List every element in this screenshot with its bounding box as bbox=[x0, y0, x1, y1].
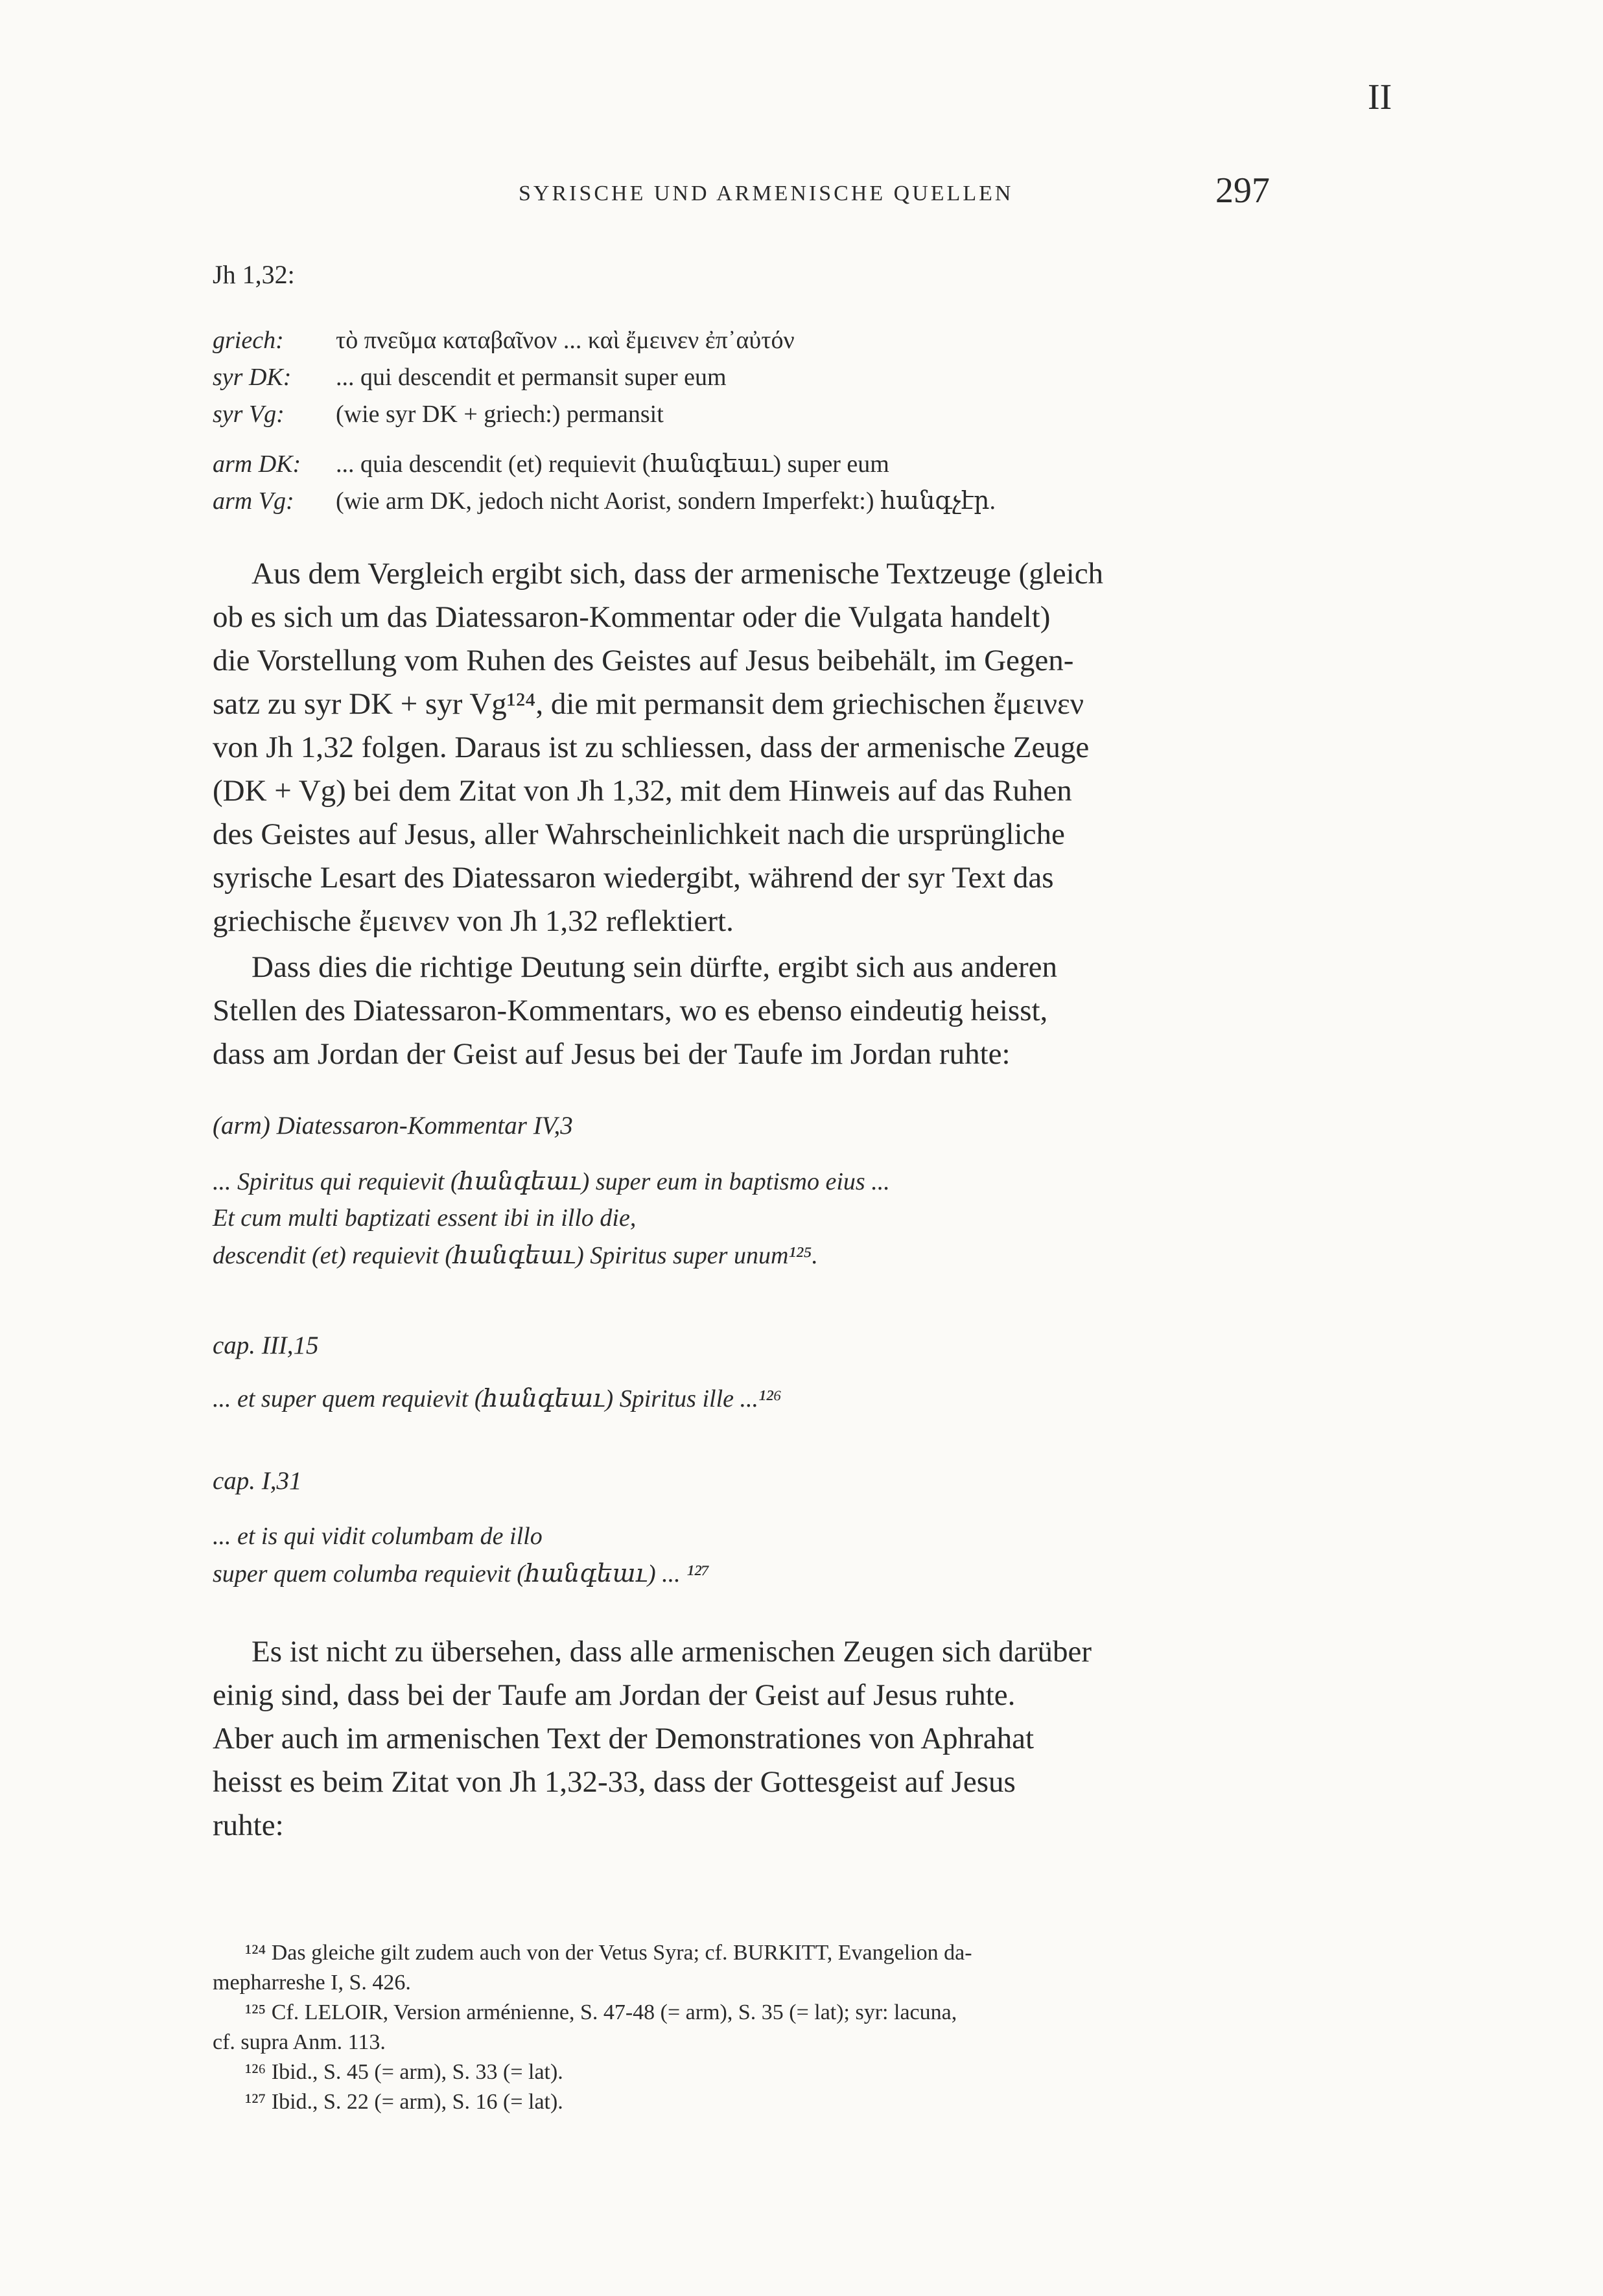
paragraph-line: von Jh 1,32 folgen. Daraus ist zu schliessen, dass der armenische Zeuge bbox=[213, 731, 1090, 764]
footnote-line: ¹²⁵ Cf. LELOIR, Version arménienne, S. 47-48 (= arm), S. 35 (= lat); syr: lacuna, bbox=[245, 2000, 957, 2024]
variant-text: (wie arm DK, jedoch nicht Aorist, sondern Imperfekt:) հանգչէր. bbox=[336, 487, 996, 515]
paragraph-line: Aus dem Vergleich ergibt sich, dass der armenische Textzeuge (gleich bbox=[252, 557, 1104, 591]
variant-arm-vg bbox=[213, 486, 996, 515]
quote-line: ... Spiritus qui requievit (հանգեաւ) super eum in baptismo eius ... bbox=[213, 1168, 890, 1195]
variant-text: τὸ πνεῦμα καταβαῖνον ... καὶ ἔμεινεν ἐπ᾽αὐτόν bbox=[336, 327, 795, 354]
variant-text: (wie syr DK + griech:) permansit bbox=[336, 401, 664, 428]
paragraph-line: die Vorstellung vom Ruhen des Geistes auf Jesus beibehält, im Gegen- bbox=[213, 644, 1074, 677]
paragraph-line: griechische ἔμεινεν von Jh 1,32 reflektiert. bbox=[213, 904, 734, 938]
paragraph-line: Dass dies die richtige Deutung sein dürfte, ergibt sich aus anderen bbox=[252, 950, 1057, 984]
quote-heading: (arm) Diatessaron-Kommentar IV,3 bbox=[213, 1112, 573, 1140]
quote-line: ... et is qui vidit columbam de illo bbox=[213, 1523, 543, 1550]
paragraph-line: ob es sich um das Diatessaron-Kommentar oder die Vulgata handelt) bbox=[213, 600, 1051, 634]
variant-label: arm Vg: bbox=[213, 487, 294, 515]
paragraph-line: Es ist nicht zu übersehen, dass alle armenischen Zeugen sich darüber bbox=[252, 1635, 1092, 1669]
variant-label: arm DK: bbox=[213, 451, 301, 478]
footnotes bbox=[213, 1938, 1295, 2117]
running-head: SYRISCHE UND ARMENISCHE QUELLEN bbox=[519, 182, 1014, 205]
paragraph-3 bbox=[213, 1630, 1295, 1847]
quote-heading: cap. III,15 bbox=[213, 1331, 319, 1359]
paragraph-line: heisst es beim Zitat von Jh 1,32-33, dass der Gottesgeist auf Jesus bbox=[213, 1765, 1016, 1799]
variant-label: syr Vg: bbox=[213, 401, 285, 428]
paragraph-line: (DK + Vg) bei dem Zitat von Jh 1,32, mit dem Hinweis auf das Ruhen bbox=[213, 774, 1072, 808]
footnote-line: cf. supra Anm. 113. bbox=[213, 2030, 386, 2054]
quote-heading: cap. I,31 bbox=[213, 1467, 302, 1495]
variant-text: ... quia descendit (et) requievit (հանգեաւ) super eum bbox=[336, 451, 889, 478]
variant-label: griech: bbox=[213, 327, 284, 354]
variant-arm-dk bbox=[213, 449, 889, 478]
variant-syr-vg bbox=[213, 400, 664, 428]
chapter-roman-numeral: II bbox=[1368, 77, 1392, 117]
verse-reference: Jh 1,32: bbox=[213, 260, 295, 289]
paragraph-2 bbox=[213, 946, 1295, 1076]
paragraph-line: dass am Jordan der Geist auf Jesus bei der Taufe im Jordan ruhte: bbox=[213, 1037, 1011, 1071]
paragraph-line: satz zu syr DK + syr Vg¹²⁴, die mit permansit dem griechischen ἔμεινεν bbox=[213, 687, 1084, 721]
quote-line: Et cum multi baptizati essent ibi in illo die, bbox=[213, 1204, 637, 1232]
footnote-line: ¹²⁷ Ibid., S. 22 (= arm), S. 16 (= lat). bbox=[245, 2090, 563, 2114]
variant-syr-dk bbox=[213, 363, 727, 392]
footnote-line: mepharreshe I, S. 426. bbox=[213, 1971, 411, 1995]
paragraph-line: syrische Lesart des Diatessaron wiedergibt, während der syr Text das bbox=[213, 861, 1054, 895]
paragraph-line: Aber auch im armenischen Text der Demonstrationes von Aphrahat bbox=[213, 1722, 1035, 1755]
variant-griech bbox=[213, 326, 795, 355]
quote-line: ... et super quem requievit (հանգեաւ) Spiritus ille ...¹²⁶ bbox=[213, 1385, 782, 1412]
variant-label: syr DK: bbox=[213, 364, 292, 391]
quote-line: descendit (et) requievit (հանգեաւ) Spiritus super unum¹²⁵. bbox=[213, 1242, 818, 1269]
variant-text: ... qui descendit et permansit super eum bbox=[336, 364, 727, 391]
footnote-line: ¹²⁶ Ibid., S. 45 (= arm), S. 33 (= lat). bbox=[245, 2060, 563, 2084]
paragraph-1 bbox=[213, 552, 1295, 943]
quote-line: super quem columba requievit (հանգեաւ) ... ¹²⁷ bbox=[213, 1560, 710, 1587]
footnote-line: ¹²⁴ Das gleiche gilt zudem auch von der Vetus Syra; cf. BURKITT, Evangelion da- bbox=[245, 1941, 972, 1965]
paragraph-line: ruhte: bbox=[213, 1809, 284, 1842]
paragraph-line: Stellen des Diatessaron-Kommentars, wo es ebenso eindeutig heisst, bbox=[213, 994, 1048, 1027]
paragraph-line: einig sind, dass bei der Taufe am Jordan der Geist auf Jesus ruhte. bbox=[213, 1678, 1016, 1712]
page-number: 297 bbox=[1215, 170, 1270, 211]
paragraph-line: des Geistes auf Jesus, aller Wahrscheinlichkeit nach die ursprüngliche bbox=[213, 817, 1065, 851]
